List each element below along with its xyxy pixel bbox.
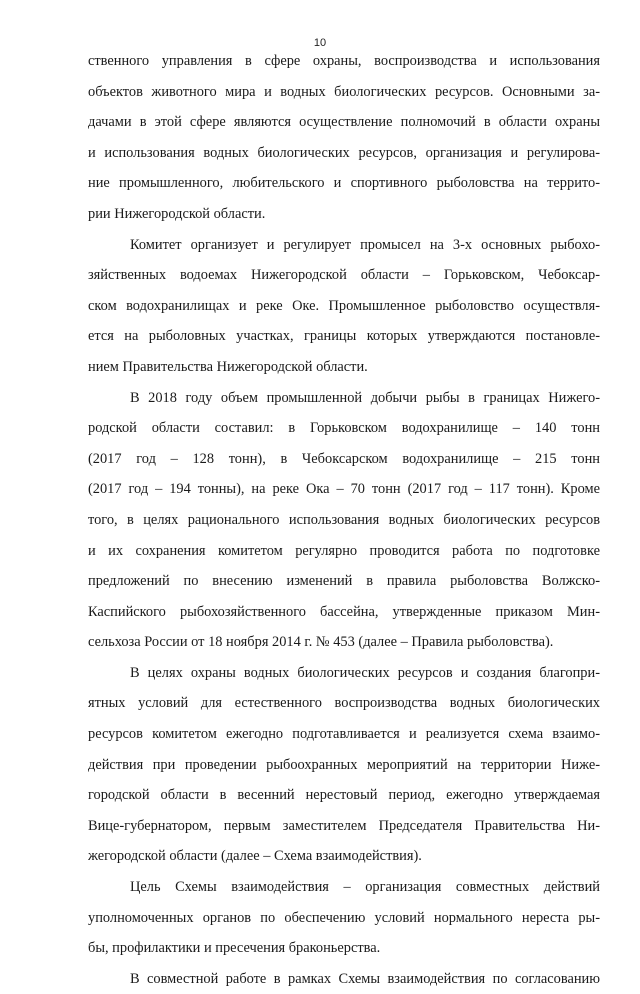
- paragraph: [88, 46, 600, 230]
- text-line: (2017 год – 128 тонн), в Чебоксарском водохранилище – 215 тонн: [88, 450, 600, 467]
- paragraph: [88, 872, 600, 964]
- text-line: и использования водных биологических ресурсов, организация и регулирова-: [88, 144, 600, 161]
- text-line: сельхоза России от 18 ноября 2014 г. № 453 (далее – Правила рыболовства).: [88, 634, 554, 651]
- paragraph: [88, 383, 600, 658]
- text-line: действия при проведении рыбоохранных мероприятий на территории Ниже-: [88, 756, 600, 773]
- text-line: зяйственных водоемах Нижегородской области – Горьковском, Чебоксар-: [88, 267, 600, 284]
- text-line: уполномоченных органов по обеспечению условий нормального нереста ры-: [88, 909, 600, 926]
- text-line: того, в целях рационального использования водных биологических ресурсов: [88, 511, 600, 528]
- text-line: Комитет организует и регулирует промысел на 3-х основных рыбохо-: [130, 236, 600, 253]
- text-line: Вице-губернатором, первым заместителем Председателя Правительства Ни-: [88, 817, 600, 834]
- text-line: бы, профилактики и пресечения браконьерства.: [88, 940, 381, 957]
- document-body: [88, 46, 600, 994]
- text-line: рии Нижегородской области.: [88, 205, 266, 222]
- text-line: (2017 год – 194 тонны), на реке Ока – 70 тонн (2017 год – 117 тонн). Кроме: [88, 481, 600, 498]
- text-line: Каспийского рыбохозяйственного бассейна, утвержденные приказом Мин-: [88, 603, 600, 620]
- text-line: ется на рыболовных участках, границы которых утверждаются постановле-: [88, 328, 600, 345]
- text-line: В совместной работе в рамках Схемы взаимодействия по согласованию: [130, 970, 600, 987]
- text-line: ресурсов комитетом ежегодно подготавливается и реализуется схема взаимо-: [88, 726, 600, 743]
- paragraph: [88, 658, 600, 872]
- paragraph: [88, 230, 600, 383]
- text-line: предложений по внесению изменений в правила рыболовства Волжско-: [88, 573, 600, 590]
- text-line: ятных условий для естественного воспроизводства водных биологических: [88, 695, 600, 712]
- text-line: городской области в весенний нерестовый период, ежегодно утверждаемая: [88, 787, 600, 804]
- text-line: дачами в этой сфере являются осуществление полномочий в области охраны: [88, 114, 600, 131]
- text-line: В целях охраны водных биологических ресурсов и создания благопри-: [130, 664, 600, 681]
- text-line: объектов животного мира и водных биологических ресурсов. Основными за-: [88, 83, 600, 100]
- text-line: ственного управления в сфере охраны, воспроизводства и использования: [88, 53, 600, 69]
- text-line: В 2018 году объем промышленной добычи рыбы в границах Нижего-: [130, 389, 600, 406]
- paragraph: [88, 964, 600, 994]
- text-line: Цель Схемы взаимодействия – организация совместных действий: [130, 879, 600, 896]
- text-line: ние промышленного, любительского и спортивного рыболовства на террито-: [88, 175, 600, 192]
- text-line: родской области составил: в Горьковском водохранилище – 140 тонн: [88, 420, 600, 437]
- text-line: ском водохранилищах и реке Оке. Промышленное рыболовство осуществля-: [88, 297, 600, 314]
- text-line: нием Правительства Нижегородской области.: [88, 358, 368, 375]
- page-number: 10: [313, 37, 327, 49]
- text-line: и их сохранения комитетом регулярно проводится работа по подготовке: [88, 542, 600, 559]
- text-line: жегородской области (далее – Схема взаимодействия).: [88, 848, 422, 865]
